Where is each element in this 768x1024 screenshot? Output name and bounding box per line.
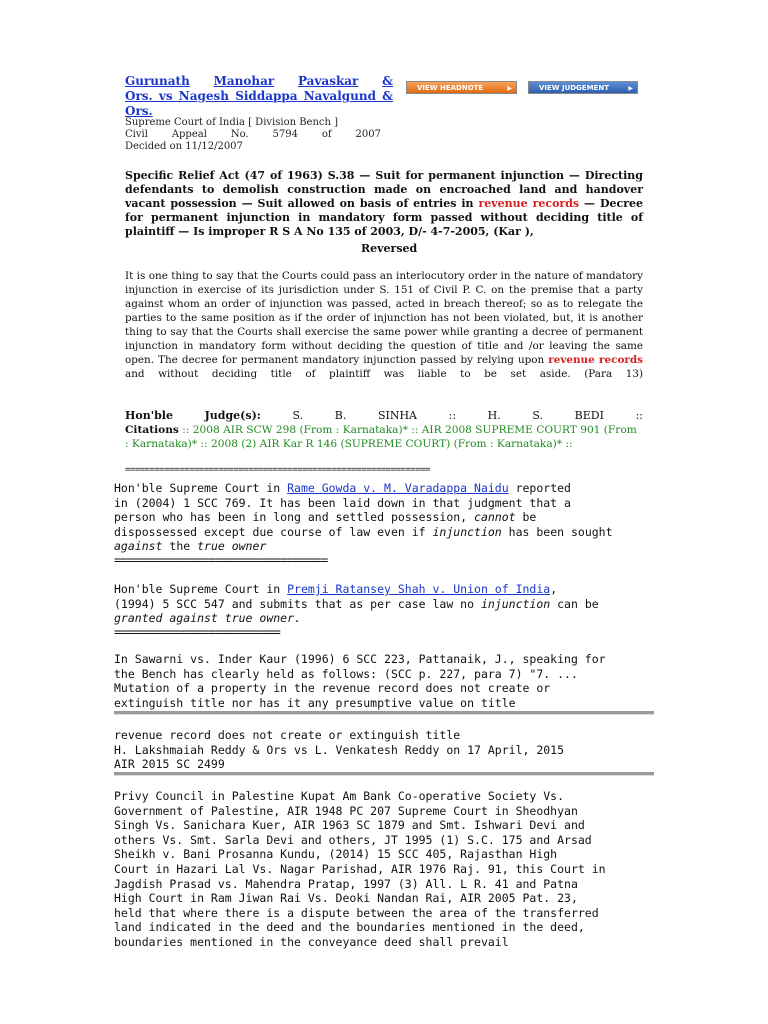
appeal-number bbox=[125, 129, 381, 141]
para-text: Sheikh v. Bani Prosanna Kundu, (2014) 15 SCC 405, Rajasthan High bbox=[114, 847, 558, 862]
para-text: in (2004) 1 SCC 769. It has been laid down in that judgment that a bbox=[114, 495, 571, 510]
para-text: Jagdish Prasad vs. Mahendra Pratap, 1997 (3) All. L R. 41 and Patna bbox=[114, 876, 578, 891]
appeal-word: 5794 bbox=[272, 129, 298, 140]
judge-token: H. bbox=[487, 409, 501, 422]
appeal-word: Civil bbox=[125, 129, 148, 140]
para-text: dispossessed except due course of law even if bbox=[114, 524, 433, 539]
headnote-reversed: Reversed bbox=[361, 242, 418, 255]
summary-highlight: revenue records bbox=[548, 354, 643, 366]
view-headnote-label: VIEW HEADNOTE bbox=[417, 84, 484, 92]
horizontal-rule bbox=[114, 772, 654, 776]
summary-text: and without deciding title of plaintiff was liable to be set aside. (Para 13) bbox=[125, 368, 643, 380]
para-text: the bbox=[162, 539, 198, 554]
para-emphasis: against bbox=[114, 539, 163, 554]
appeal-word: of bbox=[321, 129, 332, 140]
decided-date: Decided on 11/12/2007 bbox=[125, 141, 243, 152]
para-text: reported bbox=[508, 481, 571, 495]
para-text: can be bbox=[550, 596, 599, 611]
para-text: , bbox=[550, 582, 558, 596]
judge-token: B. bbox=[334, 409, 347, 422]
judge-token: Judge(s): bbox=[204, 409, 261, 422]
para-text: held that where there is a dispute between the area of the transferred bbox=[114, 905, 599, 920]
view-headnote-button[interactable] bbox=[406, 81, 517, 94]
case-title-link[interactable] bbox=[125, 74, 393, 119]
para-text: the Bench has clearly held as follows: (SCC p. 227, para 7) "7. ... bbox=[114, 666, 578, 681]
para-text: Privy Council in Palestine Kupat Am Bank Co-operative Society Vs. bbox=[114, 789, 565, 803]
para-premji bbox=[114, 582, 654, 638]
horizontal-rule bbox=[114, 711, 654, 715]
para-text: land indicated in the deed and the boundaries mentioned in the deed, bbox=[114, 920, 585, 935]
para-text: has been sought bbox=[501, 524, 613, 539]
headnote-text: Specific Relief Act (47 of 1963) S.38 — Suit for permanent injunction — Directing defendants to demolish construction made on encroached land and handover vacant possession — Suit allowed on basis of entries in bbox=[125, 169, 643, 210]
para-emphasis: injunction bbox=[432, 524, 502, 539]
citations-label: Citations bbox=[125, 424, 179, 436]
arrow-right-icon: ▶ bbox=[507, 85, 512, 92]
appeal-word: No. bbox=[230, 129, 249, 140]
judge-token: SINHA bbox=[377, 409, 417, 422]
para-text: Court in Hazari Lal Vs. Nagar Parishad, AIR 1976 Raj. 91, this Court in bbox=[114, 861, 606, 876]
para-rame-gowda bbox=[114, 481, 654, 566]
para-text: Hon'ble Supreme Court in bbox=[114, 481, 288, 495]
para-privy-council bbox=[114, 789, 654, 950]
appeal-word: 2007 bbox=[355, 129, 381, 140]
para-text: In Sawarni vs. Inder Kaur (1996) 6 SCC 223, Pattanaik, J., speaking for bbox=[114, 652, 606, 666]
para-text: (1994) 5 SCC 547 and submits that as per case law no bbox=[114, 596, 481, 611]
title-word: Pavaskar bbox=[297, 74, 359, 88]
view-judgement-button[interactable] bbox=[528, 81, 638, 94]
separator: ==================================== bbox=[114, 552, 328, 567]
appeal-word: Appeal bbox=[171, 129, 207, 140]
judge-token: BEDI bbox=[574, 409, 604, 422]
para-emphasis: injunction bbox=[480, 596, 551, 611]
para-text: boundaries mentioned in the conveyance deed shall prevail bbox=[114, 934, 509, 949]
case-link-premji[interactable]: Premji Ratansey Shah v. Union of India bbox=[287, 582, 551, 596]
para-text: others Vs. Smt. Sarla Devi and others, JT 1995 (1) S.C. 175 and Arsad bbox=[114, 832, 592, 847]
para-text: High Court in Ram Jiwan Rai Vs. Deoki Nandan Rai, AIR 2005 Pat. 23, bbox=[114, 891, 578, 906]
para-lakshmaiah bbox=[114, 728, 654, 772]
judges-block bbox=[125, 409, 643, 451]
judge-token: :: bbox=[448, 409, 457, 422]
judge-token: S. bbox=[532, 409, 544, 422]
case-link-rame-gowda[interactable]: Rame Gowda v. M. Varadappa Naidu bbox=[287, 481, 509, 495]
title-word: & bbox=[382, 74, 393, 88]
title-word: Manohar bbox=[213, 74, 275, 88]
para-emphasis: true owner bbox=[197, 539, 267, 554]
para-text: Mutation of a property in the revenue record does not create or bbox=[114, 681, 551, 696]
para-sawarni bbox=[114, 652, 654, 710]
summary-text: It is one thing to say that the Courts could pass an interlocutory order in the nature of mandatory injunction in exercise of its jurisdiction under S. 151 of Civil P. C. on the premise that a party against whom an order of injunction was passed, acted in breach thereof; so as to relegate the parties to the same position as if the order of injunction has not been violated, but, it is another thing to say that the Courts shall exercise the same power while granting a decree of permanent injunction in mandatory form without deciding the question of title and /or leaving the same open. The decree for permanent mandatory injunction passed by relying upon bbox=[125, 270, 643, 366]
para-text: extinguish title nor has it any presumptive value on title bbox=[114, 695, 516, 710]
para-text: Hon'ble Supreme Court in bbox=[114, 582, 288, 596]
arrow-right-icon: ▶ bbox=[628, 85, 633, 92]
separator: ============================================================== bbox=[125, 465, 430, 475]
title-word: Gurunath bbox=[125, 74, 190, 88]
para-text: Government of Palestine, AIR 1948 PC 207 Supreme Court in Sheodhyan bbox=[114, 803, 578, 818]
para-text: H. Lakshmaiah Reddy & Ors vs L. Venkatesh Reddy on 17 April, 2015 bbox=[114, 742, 565, 757]
citations-text: :: 2008 AIR SCW 298 (From : Karnataka)* :: AIR 2008 SUPREME COURT 901 (From : Karnataka)* :: 2008 (2) AIR Kar R 146 (SUPREME COURT) (From : Karnataka)* :: bbox=[125, 424, 637, 450]
summary bbox=[125, 269, 643, 381]
judge-token: Hon'ble bbox=[125, 409, 173, 422]
para-text: be bbox=[515, 510, 537, 525]
para-emphasis: cannot bbox=[474, 510, 516, 525]
para-text: person who has been in long and settled possession, bbox=[114, 510, 475, 525]
citations bbox=[125, 423, 643, 451]
para-text: revenue record does not create or extinguish title bbox=[114, 728, 461, 742]
headnote bbox=[125, 169, 643, 239]
headnote-highlight: revenue records bbox=[478, 197, 580, 210]
judge-token: S. bbox=[292, 409, 304, 422]
para-text: Singh Vs. Sanichara Kuer, AIR 1963 SC 1879 and Smt. Ishwari Devi and bbox=[114, 818, 585, 833]
case-title-line1 bbox=[125, 74, 393, 89]
para-text: AIR 2015 SC 2499 bbox=[114, 757, 225, 772]
court-name: Supreme Court of India [ Division Bench ] bbox=[125, 117, 339, 128]
headnote-text: — Decree for permanent injunction in mandatory form passed without deciding title of plaintiff — Is improper R S A No 135 of 2003, D/- 4-7-2005, (Kar ), bbox=[125, 197, 644, 238]
case-title-line2: Ors. vs Nagesh Siddappa Navalgund & Ors. bbox=[125, 89, 393, 118]
para-emphasis: granted against true owner. bbox=[114, 611, 301, 626]
judges-line bbox=[125, 409, 643, 423]
separator: ============================ bbox=[114, 624, 280, 639]
view-judgement-label: VIEW JUDGEMENT bbox=[539, 84, 609, 92]
judge-token: :: bbox=[635, 409, 643, 422]
